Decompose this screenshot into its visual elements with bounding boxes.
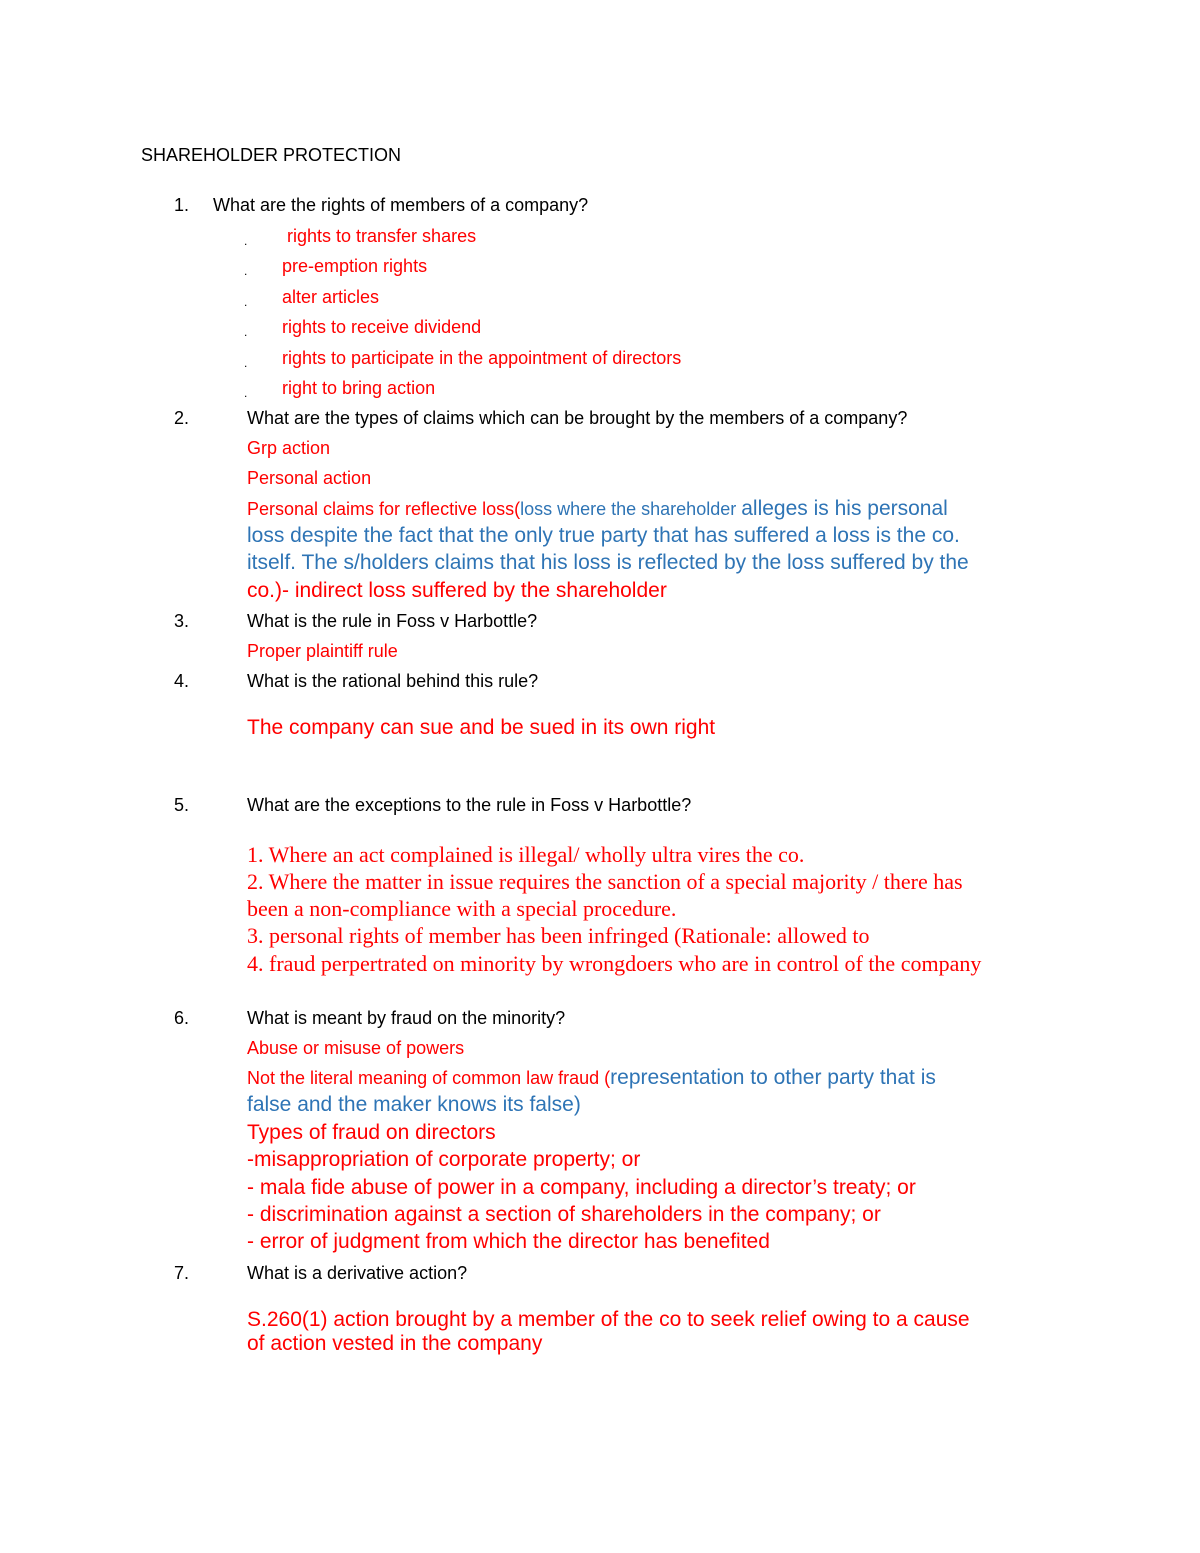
- q2-number: 2.: [174, 408, 190, 428]
- q1-answer: right to bring action: [282, 378, 436, 398]
- q5-exception-3: 3. personal rights of member has been infringed (Rationale: allowed to: [247, 923, 870, 948]
- q5-question: What are the exceptions to the rule in Foss v Harbottle?: [247, 795, 692, 815]
- q1-bullet: .: [244, 234, 248, 248]
- q1-answer: rights to receive dividend: [282, 317, 482, 337]
- page-title: SHAREHOLDER PROTECTION: [141, 145, 402, 165]
- q1-bullet: .: [244, 295, 248, 309]
- q7-question: What is a derivative action?: [247, 1263, 468, 1283]
- q6-literal-blue: representation to other party that is: [610, 1066, 936, 1089]
- q1-answer: alter articles: [282, 287, 380, 307]
- q1-bullet: .: [244, 386, 248, 400]
- q3-question: What is the rule in Foss v Harbottle?: [247, 611, 538, 631]
- q4-number: 4.: [174, 671, 190, 691]
- q1-number: 1.: [174, 195, 190, 215]
- q1-bullet: .: [244, 356, 248, 370]
- q6-type-item: - error of judgment from which the director has benefited: [247, 1230, 770, 1253]
- q6-literal-red: Not the literal meaning of common law fraud (: [247, 1068, 611, 1088]
- q2-reflective-blue: alleges is his personal: [741, 497, 948, 520]
- q1-bullet: .: [244, 264, 248, 278]
- q1-answer: rights to transfer shares: [287, 226, 477, 246]
- q4-question: What is the rational behind this rule?: [247, 671, 539, 691]
- q5-exception-4: 4. fraud perpertrated on minority by wrongdoers who are in control of the company: [247, 951, 982, 976]
- q2-reflective-blue-small: loss where the shareholder: [520, 499, 742, 519]
- q3-number: 3.: [174, 611, 190, 631]
- q6-question: What is meant by fraud on the minority?: [247, 1008, 566, 1028]
- q1-question: What are the rights of members of a company?: [213, 195, 589, 215]
- q5-exception-1: 1. Where an act complained is illegal/ wholly ultra vires the co.: [247, 842, 805, 867]
- q2-answer-reflective-line4: co.)- indirect loss suffered by the shareholder: [247, 579, 667, 602]
- q2-answer-reflective-line2: loss despite the fact that the only true party that has suffered a loss is the co.: [247, 524, 960, 547]
- q3-answer: Proper plaintiff rule: [247, 641, 398, 661]
- q6-answer-abuse: Abuse or misuse of powers: [247, 1038, 465, 1058]
- q6-number: 6.: [174, 1008, 190, 1028]
- q1-answer: rights to participate in the appointment of directors: [282, 348, 682, 368]
- q1-bullet: .: [244, 325, 248, 339]
- q7-number: 7.: [174, 1263, 190, 1283]
- q1-answer: pre-emption rights: [282, 256, 428, 276]
- q2-answer-group: Grp action: [247, 438, 331, 458]
- q2-answer-personal: Personal action: [247, 468, 372, 488]
- q2-reflective-red: Personal claims for reflective loss(: [247, 499, 521, 519]
- q6-answer-literal-line2: false and the maker knows its false): [247, 1093, 581, 1116]
- q5-number: 5.: [174, 795, 190, 815]
- q5-exception-2: 2. Where the matter in issue requires the sanction of a special majority / there has: [247, 869, 963, 894]
- q7-answer-line2: of action vested in the company: [247, 1332, 543, 1355]
- q2-question: What are the types of claims which can be brought by the members of a company?: [247, 408, 908, 428]
- q6-answer-literal-line1: [247, 1066, 936, 1090]
- q6-types-title: Types of fraud on directors: [247, 1121, 496, 1144]
- q6-type-item: - discrimination against a section of shareholders in the company; or: [247, 1203, 881, 1226]
- q4-answer: The company can sue and be sued in its own right: [247, 716, 716, 739]
- q6-type-item: - mala fide abuse of power in a company, including a director’s treaty; or: [247, 1176, 916, 1199]
- q2-answer-reflective-line1: [247, 497, 948, 521]
- q5-exception-2-cont: been a non-compliance with a special procedure.: [247, 896, 677, 921]
- q7-answer-line1: S.260(1) action brought by a member of the co to seek relief owing to a cause: [247, 1308, 970, 1331]
- q6-type-item: -misappropriation of corporate property; or: [247, 1148, 641, 1171]
- q2-answer-reflective-line3: itself. The s/holders claims that his loss is reflected by the loss suffered by the: [247, 551, 969, 574]
